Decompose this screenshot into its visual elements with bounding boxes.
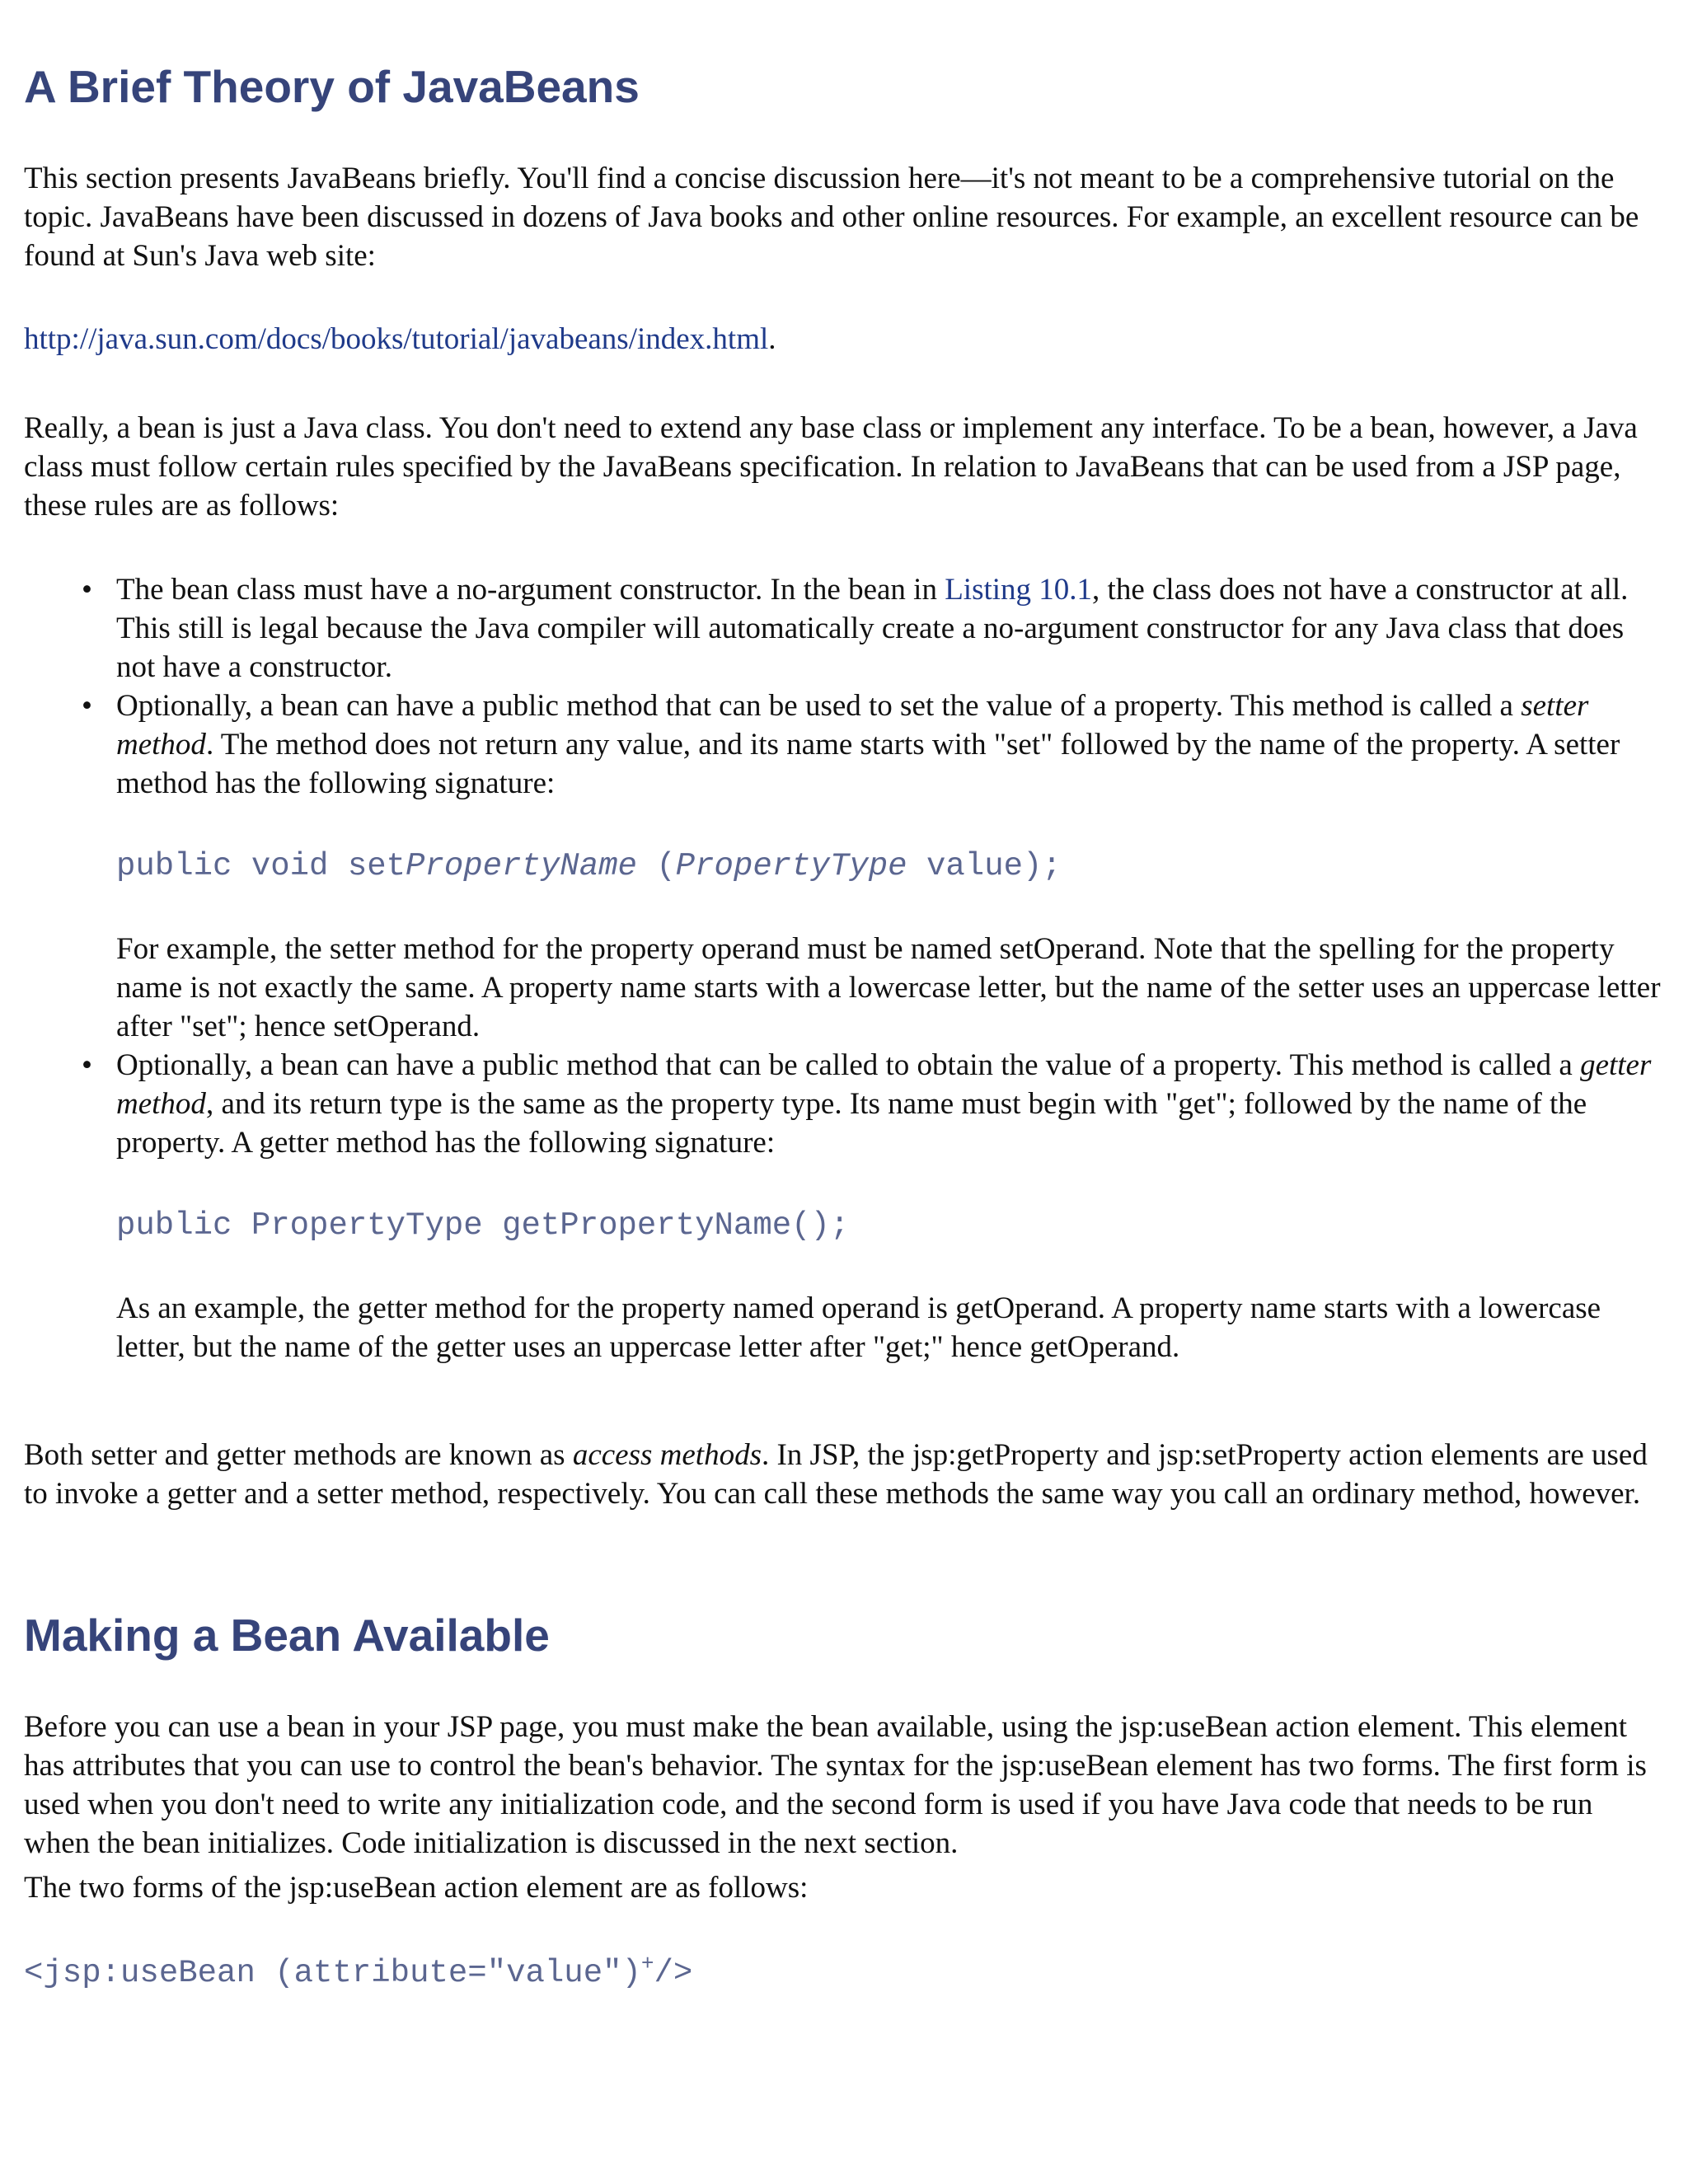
access-methods-paragraph: Both setter and getter methods are known as access methods. In JSP, the jsp:getProperty and jsp:setProperty action elements are used to invoke a getter and a setter method, respectively. You can call these methods the same way you call an ordinary method, however.	[24, 1438, 1648, 1511]
list-item	[24, 1046, 1664, 1366]
rule2-text-after: . The method does not return any value, and its name starts with "set" followed by the name of the property. A setter method has the following signature:	[116, 728, 1620, 800]
forms-intro-paragraph: The two forms of the jsp:useBean action element are as follows:	[24, 1871, 809, 1905]
intro-paragraph: This section presents JavaBeans briefly. You'll find a concise discussion here—it's not meant to be a comprehensive tutorial on the topic. JavaBeans have been discussed in dozens of Java books and other online resources. For example, an excellent resource can be found at Sun's Java web site:	[24, 162, 1639, 273]
rule3-text-before: Optionally, a bean can have a public method that can be called to obtain the value of a property. This method is called a	[116, 1048, 1581, 1082]
usebean-syntax-code: <jsp:useBean (attribute="value")+/>	[24, 1952, 693, 1991]
getter-method-term: getter method	[116, 1048, 1652, 1121]
list-item	[24, 570, 1664, 687]
getter-signature-code: public PropertyType getPropertyName();	[116, 1207, 850, 1244]
rule1-text-before: The bean class must have a no-argument constructor. In the bean in	[116, 573, 945, 607]
rule2-text-before: Optionally, a bean can have a public method that can be used to set the value of a property. This method is called a	[116, 689, 1522, 723]
javabeans-tutorial-link[interactable]: http://java.sun.com/docs/books/tutorial/javabeans/index.html	[24, 322, 769, 356]
getter-example-text: As an example, the getter method for the property named operand is getOperand. A property name starts with a lowercase letter, but the name of the getter uses an uppercase letter after "get;" hence getOperand.	[116, 1291, 1601, 1364]
bean-rules-list	[24, 570, 1664, 1366]
access-methods-term: access methods	[572, 1438, 762, 1472]
list-item	[24, 687, 1664, 1046]
rule1-text-after: , the class does not have a constructor at all. This still is legal because the Java compiler will automatically create a no-argument constructor for any Java class that does not have a constructor.	[116, 573, 1629, 684]
bullet-icon: •	[82, 573, 92, 607]
bullet-icon: •	[82, 689, 92, 723]
rules-intro-paragraph: Really, a bean is just a Java class. You don't need to extend any base class or implement any interface. To be a bean, however, a Java class must follow certain rules specified by the JavaBeans specification. In relation to JavaBeans that can be used from a JSP page, these rules are as follows:	[24, 411, 1638, 523]
link-suffix: .	[768, 322, 776, 356]
setter-signature-code: public void setPropertyName (PropertyType value);	[116, 848, 1062, 884]
usebean-intro-paragraph: Before you can use a bean in your JSP page, you must make the bean available, using the jsp:useBean action element. This element has attributes that you can use to control the bean's behavior. The syntax for the jsp:useBean element has two forms. The first form is used when you don't need to write any initialization code, and the second form is used if you have Java code that needs to be run when the bean initializes. Code initialization is discussed in the next section.	[24, 1710, 1647, 1860]
setter-example-text: For example, the setter method for the property operand must be named setOperand. Note that the spelling for the property name is not exactly the same. A property name starts with a lowercase letter, but the name of the setter uses an uppercase letter after "set"; hence setOperand.	[116, 932, 1661, 1043]
tutorial-link-paragraph	[24, 320, 1664, 359]
rule3-text-after: , and its return type is the same as the property type. Its name must begin with "get"; followed by the name of the property. A getter method has the following signature:	[116, 1087, 1587, 1160]
section-heading-javabeans-theory: A Brief Theory of JavaBeans	[24, 61, 640, 112]
bullet-icon: •	[82, 1048, 92, 1082]
listing-10-1-link[interactable]: Listing 10.1	[945, 573, 1093, 607]
section-heading-making-bean-available: Making a Bean Available	[24, 1610, 550, 1661]
setter-method-term: setter method	[116, 689, 1589, 762]
